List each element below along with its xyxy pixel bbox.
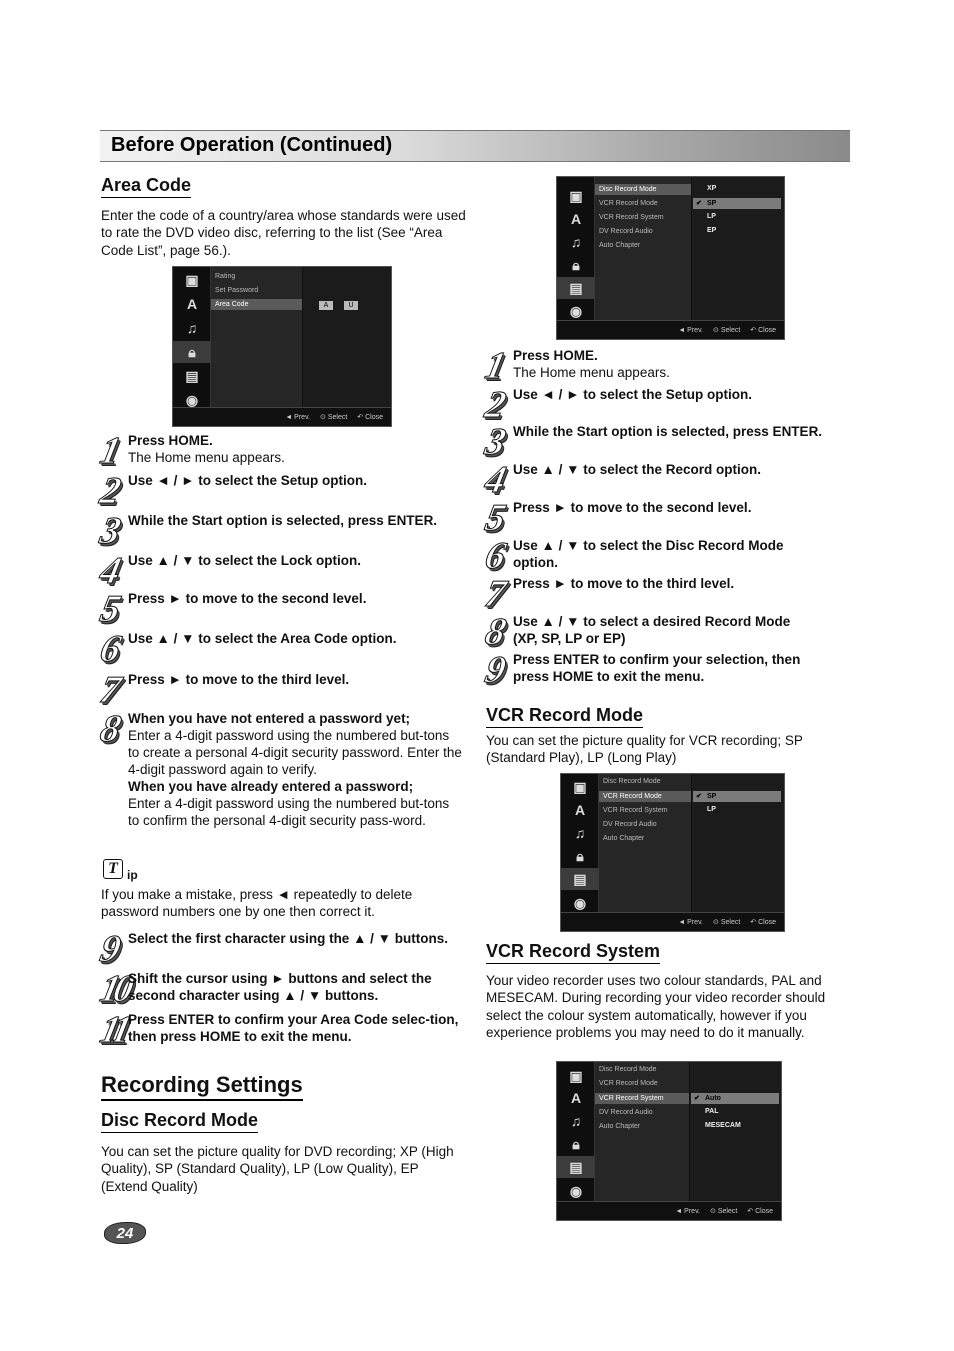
menu-item-vcr-record-system[interactable]: VCR Record System: [603, 807, 668, 814]
step-note: The Home menu appears.: [128, 450, 285, 465]
close-hint: ↶ Close: [750, 919, 776, 926]
menu-item-vcr-record-mode[interactable]: VCR Record Mode: [599, 1080, 658, 1087]
step-text: Shift the cursor using ► buttons and select the second character using ▲ / ▼ buttons.: [128, 971, 432, 1003]
menu-item-area-code[interactable]: Area Code: [211, 299, 302, 310]
step-number: 2: [96, 470, 122, 512]
list-item: [96, 1009, 471, 1051]
step-note: Enter a 4-digit password using the numbered but-tons to create a personal 4-digit security password. Enter the 4-digit password again to verify.: [128, 728, 462, 777]
tip-text: If you make a mistake, press ◄ repeatedly to delete password numbers one by one then correct it.: [101, 887, 413, 920]
movie-icon: ▣: [573, 778, 587, 795]
lock-icon: 🔒︎: [572, 256, 580, 273]
step-number: 7: [481, 573, 507, 615]
step-number: 5: [96, 588, 122, 630]
step-text: Press HOME.: [513, 348, 598, 363]
select-hint: ⊙ Select: [320, 414, 348, 421]
close-hint: ↶ Close: [747, 1208, 773, 1215]
step-number: 5: [481, 497, 507, 539]
list-item: [96, 470, 471, 512]
vcr-record-mode-screen: [560, 773, 785, 932]
step-text: Use ▲ / ▼ to select the Area Code option.: [128, 631, 397, 646]
home-icon-column: [557, 177, 595, 320]
screen-footer: [557, 1201, 781, 1220]
menu-item-auto-chapter[interactable]: Auto Chapter: [599, 1123, 641, 1130]
movie-icon: ▣: [569, 1067, 583, 1084]
step-text: Use ▲ / ▼ to select the Lock option.: [128, 553, 362, 568]
menu-item-auto-chapter[interactable]: Auto Chapter: [603, 835, 645, 842]
step-text: Use ▲ / ▼ to select the Disc Record Mode option.: [513, 538, 784, 570]
movie-icon: ▣: [185, 271, 199, 288]
menu-item-dv-record-audio[interactable]: DV Record Audio: [599, 1109, 653, 1116]
step-number: 9: [96, 928, 122, 970]
music-icon: ♫: [570, 1113, 582, 1129]
step-text: When you have already entered a password;: [128, 779, 414, 794]
list-item: [96, 430, 471, 472]
disc-record-mode-text: You can set the picture quality for DVD recording; XP (High Quality), SP (Standard Quality), LP (Low Quality), EP (Extend Quality): [101, 1144, 454, 1194]
home-icon-column: [557, 1062, 595, 1201]
checkmark-icon: ✔: [696, 793, 702, 800]
list-item: [481, 649, 856, 691]
menu-item-rating[interactable]: Rating: [215, 273, 236, 280]
tip-label: ip: [127, 868, 138, 882]
record-menu: [599, 774, 692, 912]
screen-footer: [561, 912, 784, 931]
film-icon: ▤: [561, 868, 599, 890]
film-icon: ▤: [185, 367, 199, 384]
lock-icon: 🔒︎: [173, 341, 211, 363]
step-number: 2: [481, 384, 507, 426]
step-text: Press ► to move to the second level.: [128, 591, 367, 606]
prev-hint: ◄ Prev.: [678, 918, 704, 926]
list-item: [96, 928, 471, 970]
step-number: 8: [96, 708, 122, 750]
music-icon: ♫: [186, 320, 198, 336]
text-a-icon: A: [570, 1090, 582, 1106]
film-icon: ▤: [557, 277, 595, 299]
option-xp[interactable]: XP: [707, 185, 717, 192]
area-code-screen: [172, 266, 392, 427]
prev-hint: ◄ Prev.: [678, 326, 704, 334]
list-item: [481, 384, 856, 426]
option-lp[interactable]: LP: [707, 213, 716, 220]
disc-icon: ◉: [569, 302, 583, 319]
step-text: Use ▲ / ▼ to select the Record option.: [513, 462, 762, 477]
step-number: 9: [481, 649, 507, 691]
area-code-char-1[interactable]: A: [319, 301, 333, 310]
step-text: While the Start option is selected, press ENTER.: [513, 424, 823, 439]
list-item: [96, 628, 471, 670]
list-item: [96, 550, 471, 592]
movie-icon: ▣: [569, 187, 583, 204]
step-text: Press ► to move to the third level.: [513, 576, 735, 591]
record-menu: [595, 1062, 690, 1201]
page-number: 24: [104, 1222, 146, 1244]
film-icon: ▤: [557, 1156, 595, 1178]
checkmark-icon: ✔: [694, 1095, 700, 1102]
disc-icon: ◉: [573, 894, 587, 911]
menu-item-disc-record-mode[interactable]: Disc Record Mode: [595, 184, 691, 195]
step-text: Use ◄ / ► to select the Setup option.: [128, 473, 367, 488]
list-item: [481, 535, 856, 577]
page-title: Before Operation (Continued): [111, 134, 393, 156]
step-number: 1: [96, 430, 122, 472]
select-hint: ⊙ Select: [713, 919, 741, 926]
step-text: Press ► to move to the second level.: [513, 500, 752, 515]
menu-item-dv-record-audio[interactable]: DV Record Audio: [603, 821, 657, 828]
select-hint: ⊙ Select: [713, 327, 741, 334]
menu-item-disc-record-mode[interactable]: Disc Record Mode: [599, 1066, 657, 1073]
vcr-record-system-screen: [556, 1061, 782, 1221]
step-text: Use ▲ / ▼ to select a desired Record Mode (XP, SP, LP or EP): [513, 614, 791, 646]
close-hint: ↶ Close: [357, 414, 383, 421]
list-item: [96, 669, 471, 711]
vcr-record-system-text: Your video recorder uses two colour standards, PAL and MESECAM. During recording your video recorder should select the colour system automatically, however if you experience problems you may need to do it manually.: [486, 973, 826, 1040]
text-a-icon: A: [570, 211, 582, 227]
option-mesecam[interactable]: MESECAM: [705, 1122, 741, 1129]
disc-record-mode-heading: Disc Record Mode: [101, 1110, 258, 1133]
option-pal[interactable]: PAL: [705, 1108, 719, 1115]
step-text: Select the first character using the ▲ / ▼ buttons.: [128, 931, 449, 946]
step-text: Press ENTER to confirm your selection, then press HOME to exit the menu.: [513, 652, 801, 684]
vcr-record-system-heading: VCR Record System: [486, 941, 660, 964]
home-icon-column: [561, 774, 599, 912]
step-number: 8: [481, 611, 507, 653]
step-number: 4: [96, 550, 122, 592]
prev-hint: ◄ Prev.: [285, 413, 311, 421]
prev-hint: ◄ Prev.: [675, 1207, 701, 1215]
step-text: When you have not entered a password yet;: [128, 711, 411, 726]
music-icon: ♫: [570, 234, 582, 250]
step-number: 7: [96, 669, 122, 711]
list-item: [96, 968, 471, 1010]
list-item: [96, 588, 471, 630]
step-note: The Home menu appears.: [513, 365, 670, 380]
music-icon: ♫: [574, 825, 586, 841]
record-menu: [595, 177, 692, 320]
area-code-char-2[interactable]: U: [344, 301, 358, 310]
menu-item-vcr-record-system[interactable]: VCR Record System: [599, 214, 664, 221]
select-hint: ⊙ Select: [710, 1208, 738, 1215]
recording-settings-heading: Recording Settings: [101, 1072, 303, 1101]
section-banner: [100, 130, 850, 162]
option-sp[interactable]: ✔ SP: [693, 198, 781, 209]
menu-item-auto-chapter[interactable]: Auto Chapter: [599, 242, 641, 249]
step-number: 1: [481, 345, 507, 387]
step-text: Press ► to move to the third level.: [128, 672, 350, 687]
menu-item-vcr-record-mode[interactable]: VCR Record Mode: [599, 200, 658, 207]
step-number: 3: [481, 421, 507, 463]
menu-item-vcr-record-system[interactable]: VCR Record System: [595, 1093, 689, 1104]
step-number: 10: [96, 968, 132, 1010]
step-number: 6: [481, 535, 507, 577]
option-auto[interactable]: ✔ Auto: [691, 1093, 779, 1104]
menu-item-disc-record-mode[interactable]: Disc Record Mode: [603, 778, 661, 785]
menu-item-vcr-record-mode[interactable]: VCR Record Mode: [599, 791, 691, 802]
vcr-record-mode-heading: VCR Record Mode: [486, 705, 643, 728]
step-text: Press ENTER to confirm your Area Code selec-tion, then press HOME to exit the menu.: [128, 1012, 459, 1044]
list-item: [96, 708, 471, 850]
list-item: [481, 573, 856, 615]
checkmark-icon: ✔: [696, 200, 702, 207]
step-text: Use ◄ / ► to select the Setup option.: [513, 387, 752, 402]
list-item: [481, 459, 856, 501]
step-note: Enter a 4-digit password using the numbered but-tons to confirm the personal 4-digit security pass-word.: [128, 796, 450, 828]
list-item: [481, 611, 856, 653]
disc-record-mode-screen: [556, 176, 785, 340]
disc-icon: ◉: [569, 1182, 583, 1199]
disc-icon: ◉: [185, 391, 199, 408]
tip-icon: T: [103, 859, 123, 879]
step-number: 11: [96, 1009, 130, 1051]
text-a-icon: A: [186, 296, 198, 312]
list-item: [481, 345, 856, 387]
close-hint: ↶ Close: [750, 327, 776, 334]
vcr-record-mode-text: You can set the picture quality for VCR recording; SP (Standard Play), LP (Long Play): [486, 733, 803, 766]
list-item: [96, 510, 471, 552]
lock-icon: 🔒︎: [572, 1135, 580, 1152]
menu-item-set-password[interactable]: Set Password: [215, 287, 259, 294]
screen-footer: [173, 407, 391, 426]
step-number: 4: [481, 459, 507, 501]
option-ep[interactable]: EP: [707, 227, 717, 234]
step-number: 3: [96, 510, 122, 552]
option-sp[interactable]: ✔ SP: [693, 791, 781, 802]
home-icon-column: [173, 267, 211, 407]
text-a-icon: A: [574, 802, 586, 818]
area-code-intro: Enter the code of a country/area whose standards were used to rate the DVD video disc, referring to the list (See “Area Code List”, page 56.).: [101, 208, 466, 258]
area-code-heading: Area Code: [101, 175, 191, 198]
option-lp[interactable]: LP: [707, 806, 716, 813]
step-text: Press HOME.: [128, 433, 213, 448]
menu-item-dv-record-audio[interactable]: DV Record Audio: [599, 228, 653, 235]
list-item: [481, 497, 856, 539]
step-number: 6: [96, 628, 122, 670]
lock-menu: [211, 267, 303, 407]
screen-footer: [557, 320, 784, 339]
step-text: While the Start option is selected, press ENTER.: [128, 513, 438, 528]
list-item: [481, 421, 856, 463]
lock-icon: 🔒︎: [576, 847, 584, 864]
